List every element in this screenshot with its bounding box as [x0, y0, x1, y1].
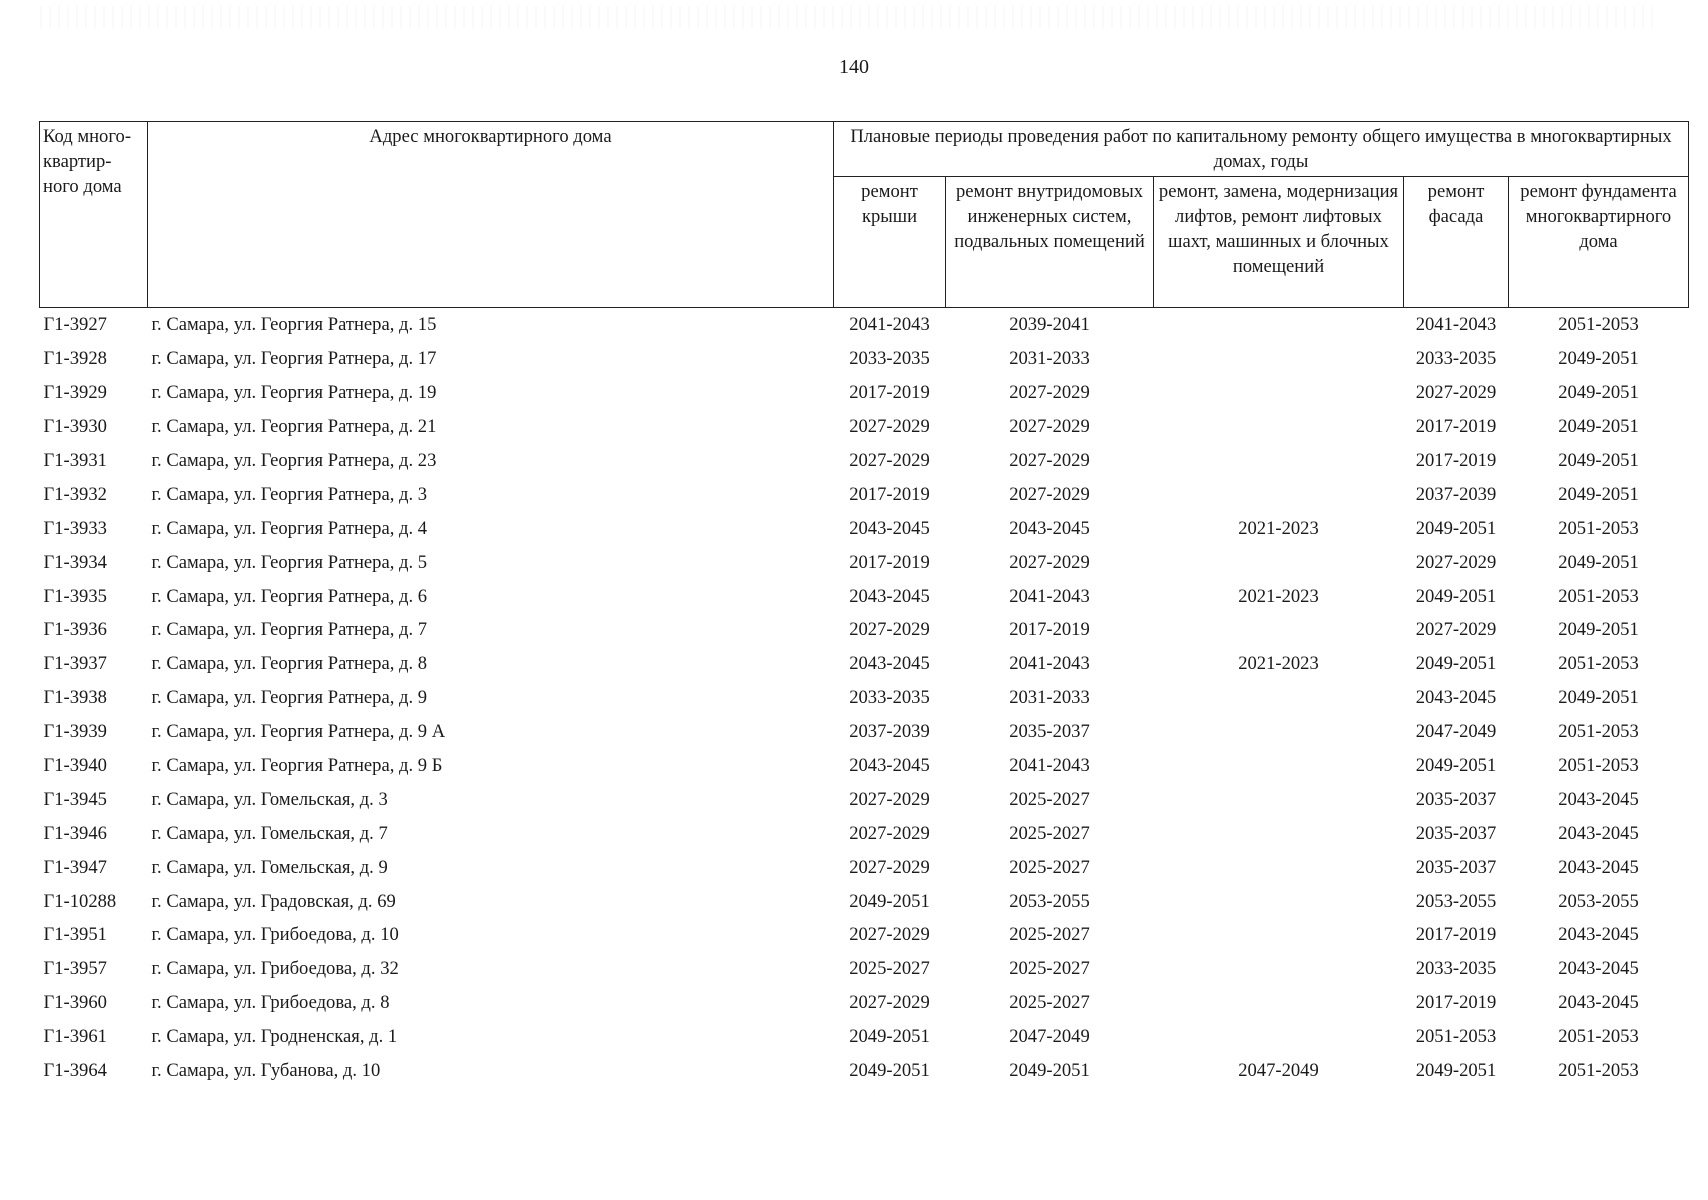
table-row [40, 782, 1689, 816]
cell-foundation: 2049-2051 [1558, 416, 1639, 438]
cell-code: Г1-3939 [43, 721, 107, 743]
table-row [40, 613, 1689, 647]
cell-foundation: 2043-2045 [1558, 788, 1639, 810]
cell-roof: 2041-2043 [849, 314, 930, 336]
cell-engineering: 2025-2027 [1009, 856, 1090, 878]
cell-roof: 2027-2029 [849, 992, 930, 1014]
table-row [40, 918, 1689, 952]
cell-facade: 2027-2029 [1415, 619, 1497, 641]
cell-address: г. Самара, ул. Георгия Ратнера, д. 19 [151, 382, 437, 404]
cell-facade: 2041-2043 [1415, 314, 1497, 336]
table-row [40, 816, 1689, 850]
cell-facade: 2033-2035 [1415, 958, 1497, 980]
table-wrapper [39, 121, 1689, 1087]
cell-lifts: 2021-2023 [1238, 585, 1319, 607]
cell-engineering: 2049-2051 [1009, 1060, 1090, 1082]
cell-engineering: 2025-2027 [1009, 992, 1090, 1014]
cell-roof: 2027-2029 [849, 450, 930, 471]
cell-roof: 2043-2045 [849, 653, 930, 675]
cell-roof: 2025-2027 [849, 958, 930, 980]
header-engineering: ремонт внутридомовых инженерных систем, подвальных помещений [946, 177, 1154, 308]
cell-foundation: 2043-2045 [1558, 856, 1639, 878]
cell-lifts [1154, 749, 1404, 783]
cell-code: Г1-3935 [43, 585, 107, 607]
cell-facade: 2027-2029 [1415, 551, 1497, 573]
table-row [40, 681, 1689, 715]
cell-lifts [1154, 410, 1404, 444]
table-row [40, 444, 1689, 478]
header-code: Код много-квартир-ного дома [40, 122, 148, 308]
table-row [40, 308, 1689, 342]
cell-code: Г1-3927 [43, 314, 107, 336]
cell-address: г. Самара, ул. Грибоедова, д. 32 [151, 958, 399, 980]
cell-facade: 2049-2051 [1415, 653, 1497, 675]
cell-code: Г1-3938 [43, 687, 107, 709]
cell-facade: 2049-2051 [1415, 755, 1497, 777]
cell-foundation: 2049-2051 [1558, 483, 1639, 505]
table-row [40, 1020, 1689, 1054]
cell-roof: 2043-2045 [849, 755, 930, 777]
cell-foundation: 2051-2053 [1558, 721, 1639, 743]
cell-code: Г1-3936 [43, 619, 107, 641]
cell-lifts [1154, 782, 1404, 816]
table-row [40, 410, 1689, 444]
cell-roof: 2027-2029 [849, 924, 930, 946]
cell-code: Г1-3946 [43, 822, 107, 844]
cell-facade: 2049-2051 [1415, 1060, 1497, 1082]
cell-code: Г1-3957 [43, 958, 107, 980]
table-row [40, 749, 1689, 783]
cell-facade: 2027-2029 [1415, 382, 1497, 404]
cell-foundation: 2051-2053 [1558, 314, 1639, 336]
cell-address: г. Самара, ул. Георгия Ратнера, д. 21 [151, 416, 437, 438]
cell-foundation: 2051-2053 [1558, 755, 1639, 777]
table-row [40, 511, 1689, 545]
page-number: 140 [839, 56, 869, 78]
cell-address: г. Самара, ул. Георгия Ратнера, д. 5 [151, 551, 428, 573]
cell-code: Г1-3964 [43, 1060, 107, 1082]
cell-address: г. Самара, ул. Градовская, д. 69 [151, 890, 396, 912]
cell-address: г. Самара, ул. Грибоедова, д. 10 [151, 924, 399, 946]
cell-engineering: 2035-2037 [1009, 721, 1090, 743]
cell-address: г. Самара, ул. Георгия Ратнера, д. 23 [151, 450, 437, 471]
cell-foundation: 2051-2053 [1558, 517, 1639, 539]
cell-roof: 2049-2051 [849, 890, 930, 912]
cell-address: г. Самара, ул. Гомельская, д. 9 [151, 856, 388, 878]
cell-code: Г1-10288 [43, 890, 117, 912]
cell-engineering: 2041-2043 [1009, 653, 1090, 675]
cell-code: Г1-3940 [43, 755, 107, 777]
cell-facade: 2051-2053 [1415, 1026, 1497, 1048]
cell-code: Г1-3934 [43, 551, 107, 573]
cell-roof: 2027-2029 [849, 856, 930, 878]
cell-foundation: 2043-2045 [1558, 958, 1639, 980]
cell-address: г. Самара, ул. Гомельская, д. 3 [151, 788, 388, 810]
cell-roof: 2037-2039 [849, 721, 930, 743]
repair-schedule-table [39, 121, 1689, 1087]
cell-address: г. Самара, ул. Георгия Ратнера, д. 8 [151, 653, 428, 675]
cell-roof: 2033-2035 [849, 348, 930, 370]
cell-foundation: 2043-2045 [1558, 992, 1639, 1014]
cell-facade: 2017-2019 [1415, 450, 1497, 471]
table-row [40, 545, 1689, 579]
cell-engineering: 2025-2027 [1009, 924, 1090, 946]
cell-roof: 2017-2019 [849, 551, 930, 573]
cell-address: г. Самара, ул. Георгия Ратнера, д. 9 А [151, 721, 446, 743]
cell-lifts [1154, 477, 1404, 511]
cell-facade: 2037-2039 [1415, 483, 1497, 505]
cell-code: Г1-3961 [43, 1026, 107, 1048]
cell-code: Г1-3932 [43, 483, 107, 505]
cell-lifts [1154, 850, 1404, 884]
cell-engineering: 2025-2027 [1009, 958, 1090, 980]
cell-facade: 2035-2037 [1415, 856, 1497, 878]
cell-address: г. Самара, ул. Георгия Ратнера, д. 9 Б [151, 755, 443, 777]
cell-facade: 2035-2037 [1415, 822, 1497, 844]
header-roof: ремонт крыши [834, 177, 946, 308]
cell-engineering: 2041-2043 [1009, 755, 1090, 777]
header-facade: ремонт фасада [1404, 177, 1509, 308]
cell-lifts [1154, 884, 1404, 918]
cell-roof: 2027-2029 [849, 788, 930, 810]
cell-foundation: 2049-2051 [1558, 450, 1639, 471]
cell-code: Г1-3937 [43, 653, 107, 675]
cell-address: г. Самара, ул. Георгия Ратнера, д. 15 [151, 314, 437, 336]
cell-address: г. Самара, ул. Гродненская, д. 1 [151, 1026, 398, 1048]
cell-code: Г1-3931 [43, 450, 107, 471]
cell-facade: 2017-2019 [1415, 992, 1497, 1014]
cell-address: г. Самара, ул. Георгия Ратнера, д. 3 [151, 483, 428, 505]
table-row [40, 952, 1689, 986]
cell-roof: 2017-2019 [849, 483, 930, 505]
cell-address: г. Самара, ул. Георгия Ратнера, д. 17 [151, 348, 437, 370]
cell-roof: 2043-2045 [849, 585, 930, 607]
cell-facade: 2047-2049 [1415, 721, 1497, 743]
cell-facade: 2053-2055 [1415, 890, 1497, 912]
cell-lifts [1154, 308, 1404, 342]
cell-lifts: 2047-2049 [1238, 1060, 1319, 1082]
cell-address: г. Самара, ул. Гомельская, д. 7 [151, 822, 388, 844]
cell-roof: 2017-2019 [849, 382, 930, 404]
cell-lifts [1154, 545, 1404, 579]
cell-lifts [1154, 342, 1404, 376]
cell-foundation: 2049-2051 [1558, 348, 1639, 370]
header-periods: Плановые периоды проведения работ по капитальному ремонту общего имущества в многоквартирных домах, годы [834, 122, 1689, 177]
cell-lifts [1154, 715, 1404, 749]
cell-lifts [1154, 986, 1404, 1020]
cell-lifts [1154, 952, 1404, 986]
cell-code: Г1-3947 [43, 856, 107, 878]
cell-engineering: 2027-2029 [1009, 551, 1090, 573]
table-row [40, 986, 1689, 1020]
cell-roof: 2033-2035 [849, 687, 930, 709]
header-address: Адрес многоквартирного дома [148, 122, 834, 308]
cell-facade: 2035-2037 [1415, 788, 1497, 810]
cell-facade: 2043-2045 [1415, 687, 1497, 709]
table-row [40, 1054, 1689, 1088]
cell-roof: 2049-2051 [849, 1060, 930, 1082]
scan-noise [40, 6, 1660, 28]
cell-lifts: 2021-2023 [1238, 653, 1319, 675]
cell-engineering: 2047-2049 [1009, 1026, 1090, 1048]
cell-foundation: 2051-2053 [1558, 1060, 1639, 1082]
cell-roof: 2027-2029 [849, 416, 930, 438]
cell-engineering: 2025-2027 [1009, 822, 1090, 844]
cell-engineering: 2041-2043 [1009, 585, 1090, 607]
cell-foundation: 2043-2045 [1558, 924, 1639, 946]
cell-engineering: 2017-2019 [1009, 619, 1090, 641]
cell-code: Г1-3960 [43, 992, 107, 1014]
cell-address: г. Самара, ул. Георгия Ратнера, д. 4 [151, 517, 428, 539]
table-body [40, 308, 1689, 1088]
cell-foundation: 2051-2053 [1558, 653, 1639, 675]
table-row [40, 884, 1689, 918]
cell-foundation: 2049-2051 [1558, 687, 1639, 709]
cell-lifts [1154, 376, 1404, 410]
cell-lifts [1154, 613, 1404, 647]
cell-address: г. Самара, ул. Георгия Ратнера, д. 7 [151, 619, 428, 641]
cell-code: Г1-3951 [43, 924, 107, 946]
cell-roof: 2027-2029 [849, 822, 930, 844]
cell-address: г. Самара, ул. Грибоедова, д. 8 [151, 992, 390, 1014]
cell-engineering: 2027-2029 [1009, 483, 1090, 505]
cell-lifts [1154, 918, 1404, 952]
cell-foundation: 2051-2053 [1558, 585, 1639, 607]
cell-roof: 2027-2029 [849, 619, 930, 641]
table-row [40, 647, 1689, 681]
cell-code: Г1-3928 [43, 348, 107, 370]
table-row [40, 342, 1689, 376]
cell-roof: 2049-2051 [849, 1026, 930, 1048]
cell-engineering: 2027-2029 [1009, 416, 1090, 438]
cell-lifts [1154, 816, 1404, 850]
cell-facade: 2049-2051 [1415, 585, 1497, 607]
cell-address: г. Самара, ул. Георгия Ратнера, д. 6 [151, 585, 428, 607]
cell-engineering: 2031-2033 [1009, 687, 1090, 709]
cell-engineering: 2043-2045 [1009, 517, 1090, 539]
table-row [40, 715, 1689, 749]
table-row [40, 579, 1689, 613]
cell-foundation: 2051-2053 [1558, 1026, 1639, 1048]
cell-roof: 2043-2045 [849, 517, 930, 539]
cell-engineering: 2039-2041 [1009, 314, 1090, 336]
header-lifts: ремонт, замена, модернизация лифтов, ремонт лифтовых шахт, машинных и блочных помещений [1154, 177, 1404, 308]
cell-lifts [1154, 681, 1404, 715]
cell-facade: 2033-2035 [1415, 348, 1497, 370]
cell-foundation: 2049-2051 [1558, 382, 1639, 404]
cell-code: Г1-3933 [43, 517, 107, 539]
cell-facade: 2017-2019 [1415, 924, 1497, 946]
cell-lifts [1154, 1020, 1404, 1054]
cell-code: Г1-3930 [43, 416, 107, 438]
cell-foundation: 2049-2051 [1558, 619, 1639, 641]
cell-engineering: 2027-2029 [1009, 382, 1090, 404]
table-header [40, 122, 1689, 308]
cell-foundation: 2043-2045 [1558, 822, 1639, 844]
cell-facade: 2049-2051 [1415, 517, 1497, 539]
cell-address: г. Самара, ул. Губанова, д. 10 [151, 1060, 381, 1082]
cell-engineering: 2027-2029 [1009, 450, 1090, 471]
cell-facade: 2017-2019 [1415, 416, 1497, 438]
table-row [40, 376, 1689, 410]
table-row [40, 477, 1689, 511]
cell-engineering: 2025-2027 [1009, 788, 1090, 810]
cell-code: Г1-3929 [43, 382, 107, 404]
table-row [40, 850, 1689, 884]
cell-foundation: 2049-2051 [1558, 551, 1639, 573]
cell-foundation: 2053-2055 [1558, 890, 1639, 912]
cell-address: г. Самара, ул. Георгия Ратнера, д. 9 [151, 687, 428, 709]
cell-code: Г1-3945 [43, 788, 107, 810]
cell-engineering: 2053-2055 [1009, 890, 1090, 912]
cell-engineering: 2031-2033 [1009, 348, 1090, 370]
header-foundation: ремонт фундамента многоквартирного дома [1509, 177, 1689, 308]
cell-lifts [1154, 444, 1404, 478]
cell-lifts: 2021-2023 [1238, 517, 1319, 539]
